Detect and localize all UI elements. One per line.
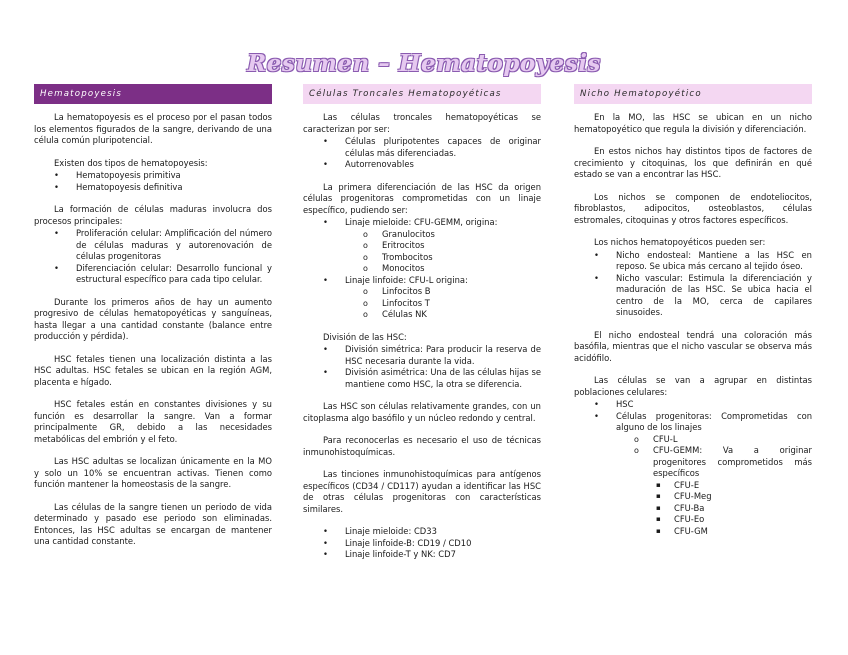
paragraph: Los nichos hematopoyéticos pueden ser: [594,237,766,247]
paragraph: División de las HSC: [323,331,407,342]
list-item: o Trombocitos [345,252,541,264]
list-item: ▪ CFU-Ba [616,503,812,515]
list-item: • Linaje mieloide: CD33 [303,526,541,538]
column-hematopoyesis [34,84,272,559]
paragraph: Las HSC adultas se localizan únicamente en la MO y solo un 10% se encuentran activas. Tienen como función mantener la homeostasis de la sangre. [34,456,272,489]
list-item: • Linaje linfoide-B: CD19 / CD10 [303,538,541,550]
list-item: • Células pluripotentes capaces de originar células más diferenciadas. [303,136,541,159]
list-item: o Células NK [345,309,541,321]
paragraph: En la MO, las HSC se ubican en un nicho hematopoyético que regula la división y diferenciación. [574,112,812,134]
paragraph: Los nichos se componen de endoteliocitos, fibroblastos, adipocitos, osteoblastos, células estromales, citoquinas y otros factores específicos. [574,191,812,225]
sublist-lymphoid [345,286,541,321]
section-heading-celulas-troncales: Células Troncales Hematopoyéticas [303,84,541,104]
paragraph: La primera diferenciación de las HSC da origen células progenitoras comprometidas con un linaje específico, pudiendo ser: [303,181,541,215]
list-item: • Hematopoyesis primitiva [34,170,272,182]
list-item: • HSC [574,399,812,411]
paragraph: Existen dos tipos de hematopoyesis: [54,157,208,168]
lineage-label: Linaje mieloide: CFU-GEMM, origina: [345,217,498,227]
paragraph: HSC fetales tienen una localización distinta a las HSC adultas. HSC fetales se ubican en la región AGM, placenta e hígado. [34,353,272,387]
list-item: o Granulocitos [345,229,541,241]
list-item: o Linfocitos B [345,286,541,298]
list-item: ▪ CFU-Meg [616,491,812,503]
list-item: • Diferenciación celular: Desarrollo funcional y estructural específico para cada tipo celular. [34,263,272,286]
list-item: • Nicho endosteal: Mantiene a las HSC en reposo. Se ubica más cercano al tejido óseo. [574,250,812,273]
section-heading-hematopoyesis: Hematopoyesis [34,84,272,104]
list-item-progenitors [574,411,812,538]
list-populations [574,399,812,537]
column-celulas-troncales [303,84,541,572]
sublist-progenitors [616,434,812,538]
sublist-cfu [616,480,812,538]
list-item: • Hematopoyesis definitiva [34,182,272,194]
list-processes [34,228,272,286]
list-types [34,170,272,193]
list-item: • División asimétrica: Una de las células hijas se mantiene como HSC, la otra se diferencia. [303,367,541,390]
list-item: o Monocitos [345,263,541,275]
column-nicho-hematopoyetico [574,84,812,548]
paragraph: Las células de la sangre tienen un periodo de vida determinado y pasado ese periodo son eliminadas. Entonces, las HSC adultas se encargan de mantener una cantidad constante. [34,501,272,546]
list-lineages [303,217,541,321]
cfu-gemm-label: CFU-GEMM: Va a originar progenitores comprometidos más específicos [653,445,812,478]
list-item-cfu-gemm [616,445,812,537]
page-title: Resumen – Hematopoyesis [247,50,601,77]
paragraph: El nicho endosteal tendrá una coloración más basófila, mientras que el nicho vascular se observa más acidófilo. [574,329,812,363]
list-item: o CFU-L [616,434,812,446]
list-item: ▪ CFU-E [616,480,812,492]
list-item: • Nicho vascular: Estimula la diferenciación y maduración de las HSC. Se ubica hacia el centro de la MO, cerca de capilares sinusoides. [574,273,812,319]
list-item-lymphoid [303,275,541,321]
list-divisions [303,344,541,390]
list-item: • División simétrica: Para producir la reserva de HSC necesaria durante la vida. [303,344,541,367]
lineage-label: Linaje linfoide: CFU-L origina: [345,274,468,285]
list-item: ▪ CFU-Eo [616,514,812,526]
list-niches [574,250,812,319]
paragraph: HSC fetales están en constantes divisiones y su función es desarrollar la sangre. Van a formar principalmente GR, debido a las necesidades metabólicas del embrión y el feto. [34,399,272,444]
list-item: ▪ CFU-GM [616,526,812,538]
section-heading-nicho: Nicho Hematopoyético [574,84,812,104]
paragraph: La hematopoyesis es el proceso por el pasan todos los elementos figurados de la sangre, derivando de una célula común pluripotencial. [34,112,272,145]
paragraph: Para reconocerlas es necesario el uso de técnicas inmunohistoquímicas. [303,435,541,457]
paragraph: En estos nichos hay distintos tipos de factores de crecimiento y citoquinas, los que definirán en qué estado se van a encontrar las HSC. [574,146,812,179]
list-item: • Linaje linfoide-T y NK: CD7 [303,549,541,561]
list-item: • Autorrenovables [303,159,541,171]
list-item: o Linfocitos T [345,298,541,310]
paragraph: Las tinciones inmunohistoquímicas para antígenos específicos (CD34 / CD117) ayudan a identificar las HSC de otras células progenitoras con características similares. [303,469,541,514]
paragraph: Las células se van a agrupar en distintas poblaciones celulares: [574,375,812,397]
progenitors-label: Células progenitoras: Comprometidas con alguno de los linajes [616,410,812,432]
paragraph: La formación de células maduras involucra dos procesos principales: [34,204,272,226]
sublist-myeloid [345,229,541,275]
paragraph: Durante los primeros años de hay un aumento progresivo de células hematopoyéticas y sanguíneas, hasta llegar a una cantidad constante (balance entre producción y pérdida). [34,296,272,341]
list-item-myeloid [303,217,541,275]
paragraph: Las células troncales hematopoyéticas se caracterizan por ser: [303,112,541,134]
list-traits [303,136,541,171]
list-item: • Proliferación celular: Amplificación del número de células maduras y autorenovación de células progenitoras [34,228,272,263]
list-markers [303,526,541,561]
paragraph: Las HSC son células relativamente grandes, con un citoplasma algo basófilo y un núcleo redondo y central. [303,401,541,423]
list-item: o Eritrocitos [345,240,541,252]
